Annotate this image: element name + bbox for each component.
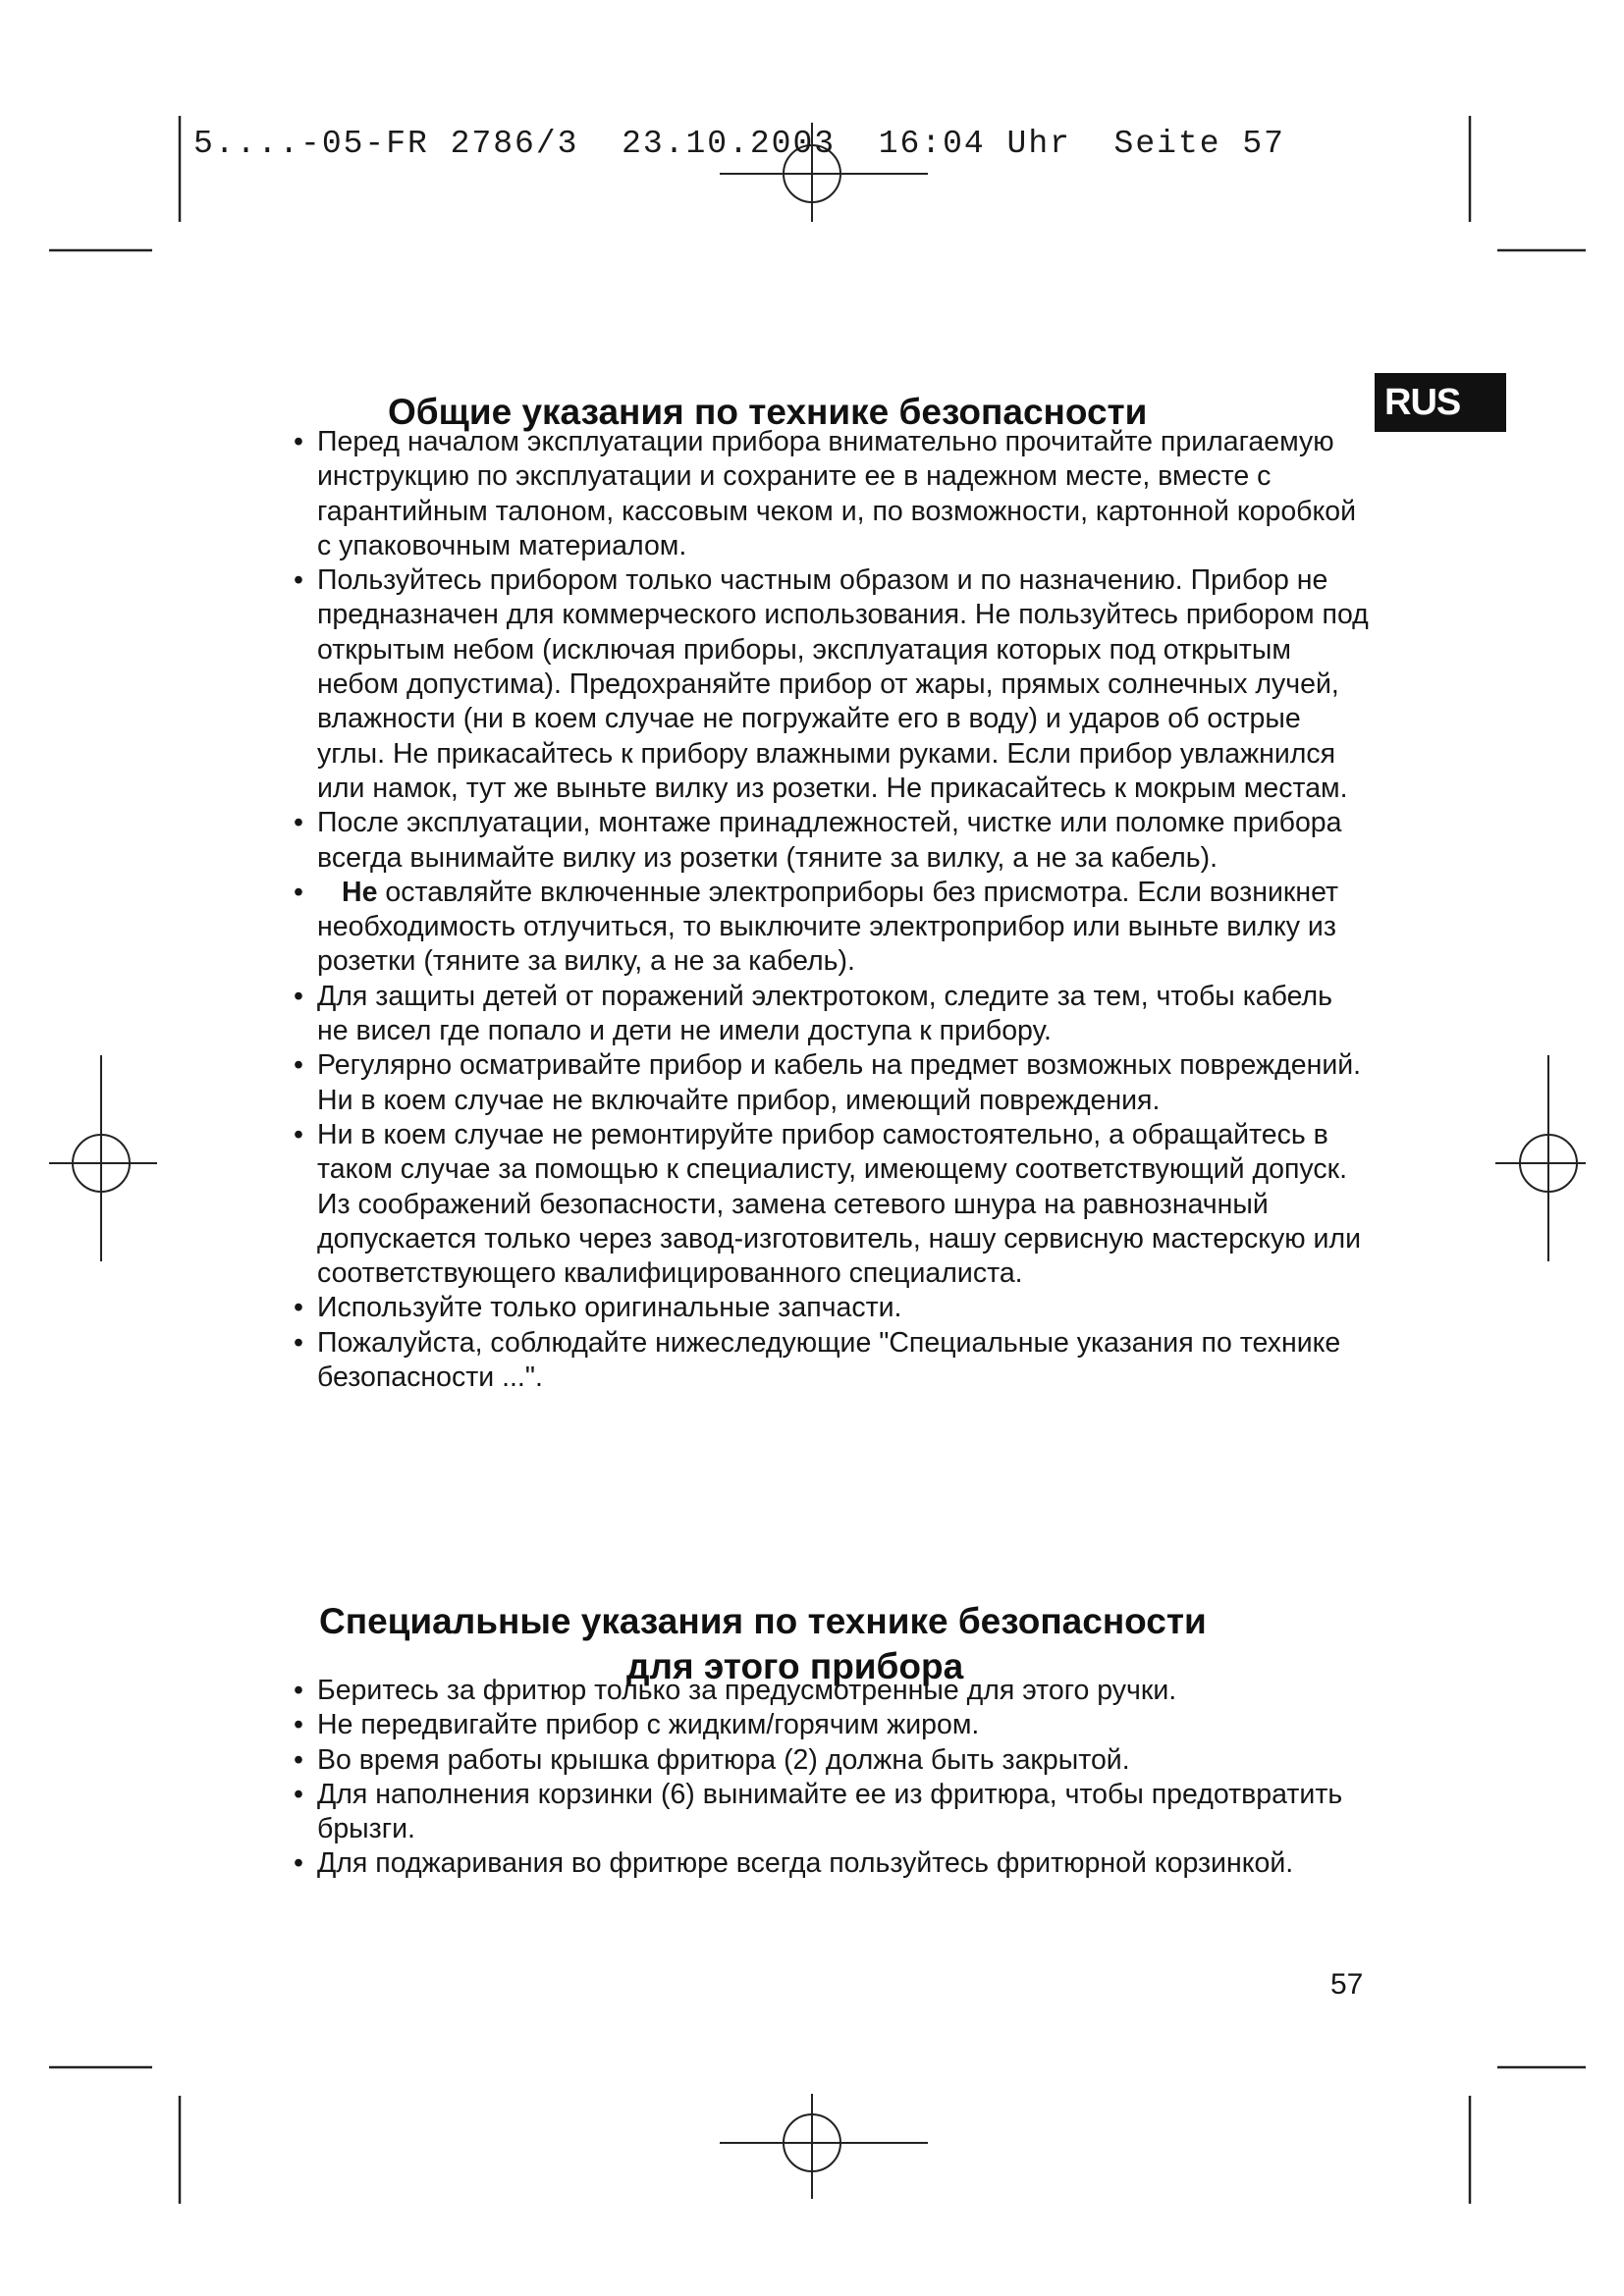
emphasis-text: Не <box>342 876 378 908</box>
bullet-icon: • <box>294 980 303 1012</box>
general-safety-list <box>270 425 1370 1395</box>
bullet-icon: • <box>294 1743 303 1776</box>
list-item-text: Используйте только оригинальные запчасти. <box>317 1292 902 1324</box>
list-item-text: После эксплуатации, монтаже принадлежностей, чистке или поломке прибора всегда вынимайте вилку из розетки (тяните за вилку, а не за кабель). <box>317 807 1342 874</box>
bullet-icon: • <box>294 564 303 597</box>
bullet-icon: • <box>294 807 303 839</box>
list-item <box>270 1291 1370 1325</box>
list-item-text: Для поджаривания во фритюре всегда пользуйтесь фритюрной корзинкой. <box>317 1847 1294 1880</box>
print-slug-header: 5....-05-FR 2786/3 23.10.2003 16:04 Uhr Seite 57 <box>193 126 1285 162</box>
bullet-icon: • <box>294 1778 303 1810</box>
list-item-text: Перед началом эксплуатации прибора внимательно прочитайте прилагаемую инструкцию по эксплуатации и сохраните ее в надежном месте, вместе с гарантийным талоном, кассовым чеком и, по возможности, картонной коробкой с упаковочным материалом. <box>317 426 1357 561</box>
list-item-text: Для наполнения корзинки (6) вынимайте ее из фритюра, чтобы предотвратить брызги. <box>317 1778 1343 1845</box>
list-item <box>270 425 1370 563</box>
section-title-special-line1: Специальные указания по технике безопасности <box>319 1600 1207 1641</box>
list-item <box>270 980 1370 1049</box>
list-item <box>270 1743 1370 1778</box>
section-title-special-line2: для этого прибора <box>626 1645 964 1686</box>
list-item <box>270 1048 1370 1118</box>
list-item <box>270 1118 1370 1291</box>
list-item-text: Регулярно осматривайте прибор и кабель на предмет возможных повреждений. Ни в коем случае не включайте прибор, имеющий повреждения. <box>317 1049 1362 1116</box>
list-item-text: Не передвигайте прибор с жидким/горячим жиром. <box>317 1709 980 1741</box>
special-safety-list <box>270 1674 1370 1882</box>
language-tab: RUS <box>1375 373 1506 432</box>
registration-mark-left <box>49 1055 157 1261</box>
list-item <box>270 563 1370 806</box>
bullet-icon: • <box>294 1709 303 1741</box>
list-item <box>270 1326 1370 1396</box>
list-item-text: Для защиты детей от поражений электротоком, следите за тем, чтобы кабель не висел где попало и дети не имели доступа к прибору. <box>317 980 1333 1047</box>
list-item-text: Беритесь за фритюр только за предусмотренные для этого ручки. <box>317 1675 1177 1706</box>
list-item <box>270 1708 1370 1742</box>
list-item <box>270 876 1370 980</box>
bullet-icon: • <box>294 1049 303 1082</box>
bullet-icon: • <box>294 1292 303 1324</box>
registration-mark-right <box>1495 1055 1586 1261</box>
bullet-icon: • <box>294 1847 303 1880</box>
list-item <box>270 1778 1370 1847</box>
registration-mark-bottom <box>720 2094 928 2199</box>
section-title-general: Общие указания по технике безопасности <box>388 391 1148 432</box>
list-item <box>270 1846 1370 1881</box>
list-item-text: Пользуйтесь прибором только частным образом и по назначению. Прибор не предназначен для коммерческого использования. Не пользуйтесь прибором под открытым небом (исключая приборы, эксплуатация которых под открытым небом допустима). Предохраняйте прибор от жары, прямых солнечных лучей, влажности (ни в коем случае не погружайте его в воду) и ударов об острые углы. Не прикасайтесь к прибору влажными руками. Если прибор увлажнился или намок, тут же выньте вилку из розетки. Не прикасайтесь к мокрым местам. <box>317 564 1369 804</box>
list-item-text: оставляйте включенные электроприборы без присмотра. Если возникнет необходимость отлучиться, то выключите электроприбор или выньте вилку из розетки (тяните за вилку, а не за кабель). <box>317 876 1339 978</box>
list-item <box>270 1674 1370 1708</box>
page-number: 57 <box>1330 1968 1364 2001</box>
bullet-icon: • <box>294 1118 303 1150</box>
bullet-icon: • <box>294 1675 303 1706</box>
bullet-icon: • <box>294 1326 303 1359</box>
bullet-icon: • <box>294 426 303 457</box>
list-item-text: Во время работы крышка фритюра (2) должна быть закрытой. <box>317 1743 1130 1776</box>
list-item <box>270 806 1370 876</box>
list-item-text: Пожалуйста, соблюдайте нижеследующие "Специальные указания по технике безопасности ...". <box>317 1326 1341 1394</box>
list-item-text: Ни в коем случае не ремонтируйте прибор самостоятельно, а обращайтесь в таком случае за помощью к специалисту, имеющему соответствующий допуск. Из соображений безопасности, замена сетевого шнура на равнозначный допускается только через завод-изготовитель, нашу сервисную мастерскую или соответствующего квалифицированного специалиста. <box>317 1118 1362 1290</box>
bullet-icon: • <box>294 876 303 908</box>
